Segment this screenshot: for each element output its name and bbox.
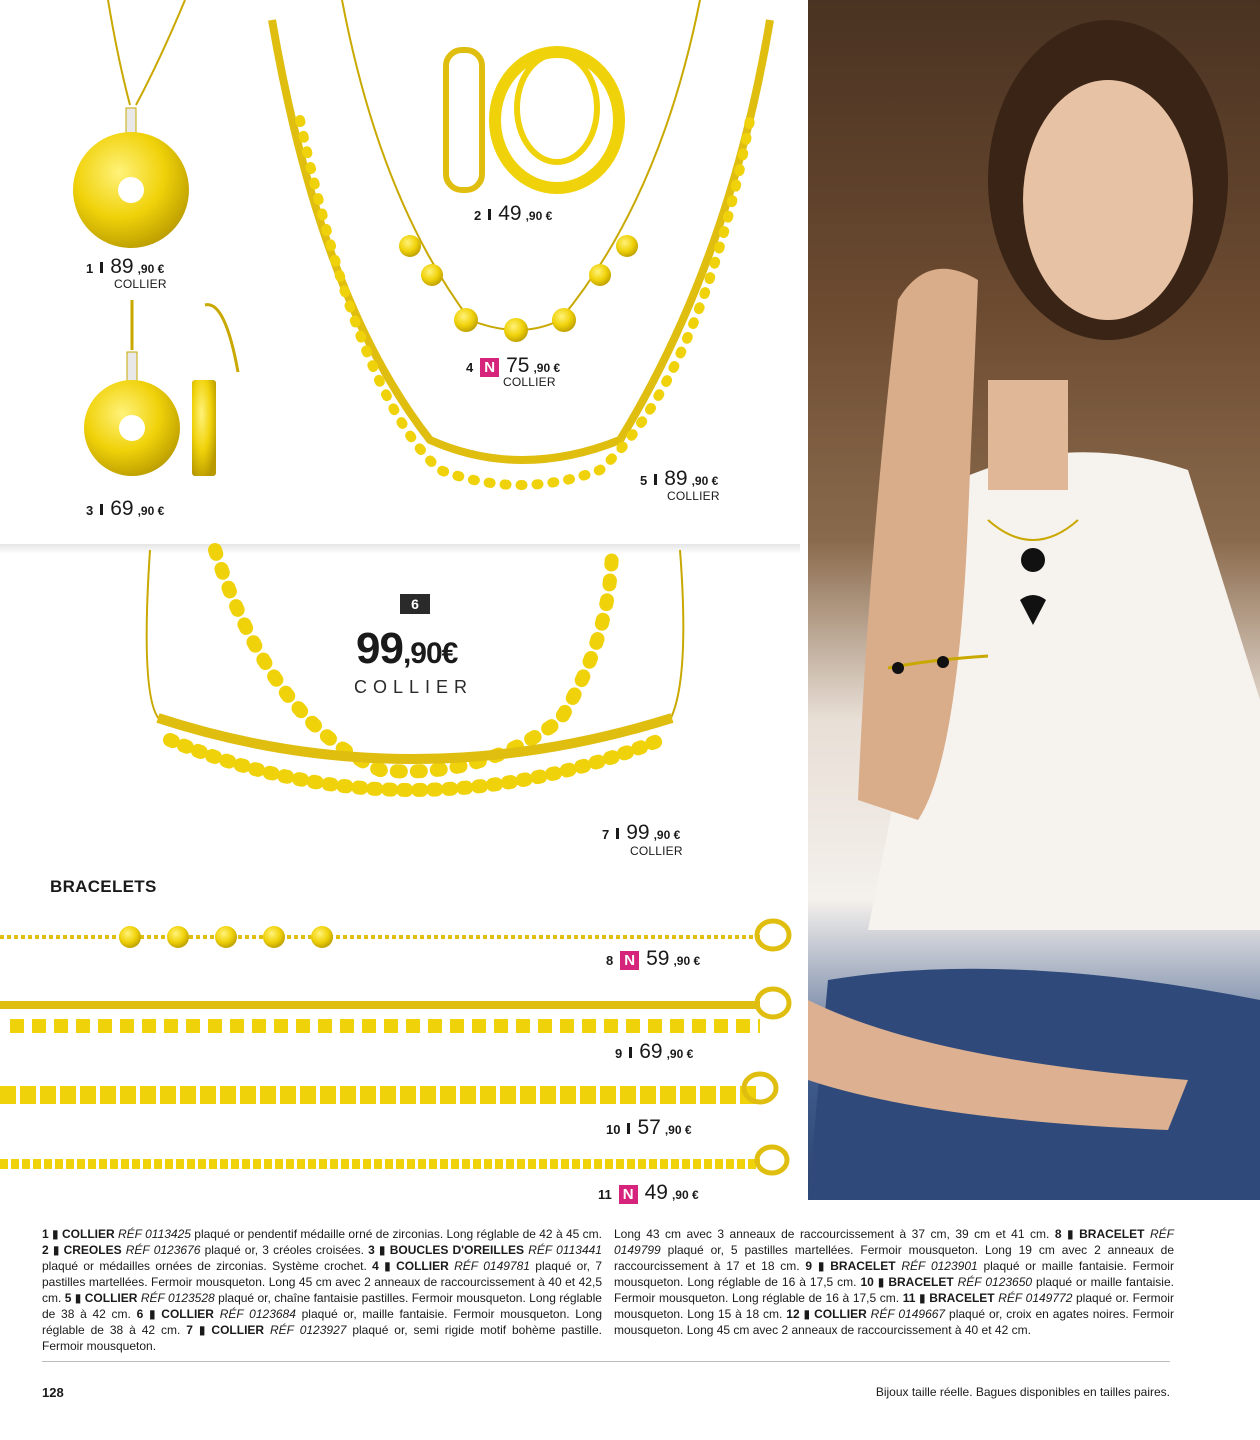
product-number: 5 (640, 473, 648, 488)
price-tag-2 (474, 202, 552, 226)
desc-type: BRACELET (888, 1275, 954, 1289)
product-number: 11 (598, 1187, 612, 1202)
featured-price-6 (356, 624, 457, 674)
product-number: 3 (86, 503, 94, 518)
price-value: 89 (664, 467, 688, 490)
product-label-4: COLLIER (503, 375, 556, 389)
price-tag-11 (598, 1181, 699, 1205)
desc-type: BRACELET (929, 1291, 995, 1305)
product-descriptions-left: 1 ▮ COLLIER RÉF 0113425 plaqué or pendentif médaille orné de zirconias. Long réglable de 42 à 45 cm. 2 ▮ CREOLES RÉF 0123676 plaqué or, 3 créoles croisées. 3 ▮ BOUCLES D'OREILLES RÉF 0113441 plaqué or médailles ornées de zirconias. Système crochet. 4 ▮ COLLIER RÉF 0149781 plaqué or, 7 pastilles martellées. Fermoir mousqueton. Long 45 cm avec 2 anneaux de raccourcissement à 40 et 42,5 cm. 5 ▮ COLLIER RÉF 0123528 plaqué or, chaîne fantaisie pastilles. Fermoir mousqueton. Long réglable de 38 à 42 cm. 6 ▮ COLLIER RÉF 0123684 plaqué or, maille fantaisie. Fermoir mousqueton. Long réglable de 38 à 42 cm. 7 ▮ COLLIER RÉF 0123927 plaqué or, semi rigide motif bohème pastille. Fermoir mousqueton. (42, 1227, 603, 1353)
desc-text: Long 43 cm avec 3 anneaux de raccourcissement à 37 cm, 39 cm et 41 cm. (614, 1227, 1050, 1241)
desc-text: plaqué or, chaîne fantaisie pastilles. Fermoir mousqueton. Long réglable de 38 à 42 cm. (42, 1291, 602, 1321)
desc-number: 4 (372, 1259, 379, 1273)
desc-text: plaqué or. Fermoir mousqueton. Long 15 à 18 cm. (614, 1291, 1174, 1321)
desc-number: 11 (902, 1291, 916, 1305)
desc-number: 9 (805, 1259, 813, 1273)
desc-type: BRACELET (830, 1259, 896, 1273)
bracelet-11 (0, 1147, 787, 1173)
price-tag-5 (640, 467, 718, 491)
bracelet-9 (0, 989, 789, 1026)
desc-text: plaqué or, 5 pastilles martellées. Fermoir mousqueton. Long 19 cm avec 2 anneaux de raccourcissement à 17 et 18 cm. (614, 1243, 1174, 1273)
hoop-earrings-2 (446, 50, 619, 190)
price-value: 99 (356, 624, 403, 673)
desc-ref: RÉF 0123927 (270, 1323, 347, 1337)
price-tag-7 (602, 821, 680, 845)
product-number: 1 (86, 261, 94, 276)
desc-text: plaqué or, 7 pastilles martellées. Fermoir mousqueton. Long 45 cm avec 2 anneaux de raccourcissement à 40 et 42,5 cm. (42, 1259, 603, 1305)
footer-divider (42, 1361, 1170, 1362)
price-value: 59 (646, 947, 670, 970)
desc-type: COLLIER (161, 1307, 214, 1321)
desc-number: 8 (1054, 1227, 1062, 1241)
separator (488, 209, 491, 220)
section-title-bracelets: BRACELETS (50, 877, 157, 896)
product-descriptions-right: Long 43 cm avec 3 anneaux de raccourcissement à 37 cm, 39 cm et 41 cm. 8 ▮ BRACELET RÉF 0149799 plaqué or, 5 pastilles martellées. Fermoir mousqueton. Long 19 cm avec 2 anneaux de raccourcissement à 17 et 18 cm. 9 ▮ BRACELET RÉF 0123901 plaqué or maille fantaisie. Fermoir mousqueton. Long réglable de 16 à 17,5 cm. 10 ▮ BRACELET RÉF 0123650 plaqué or maille fantaisie. Fermoir mousqueton. Long réglable de 16 à 17,5 cm. 11 ▮ BRACELET RÉF 0149772 plaqué or. Fermoir mousqueton. Long 15 à 18 cm. 12 ▮ COLLIER RÉF 0149667 plaqué or, croix en agates noires. Fermoir mousqueton. Long 45 cm avec 2 anneaux de raccourcissement à 40 et 42 cm. (614, 1227, 1174, 1337)
separator (100, 262, 103, 273)
product-number: 7 (602, 827, 610, 842)
price-cents: ,90€ (402, 637, 458, 670)
desc-number: 7 (186, 1323, 193, 1337)
price-cents: ,90 € (664, 1123, 692, 1137)
price-cents: ,90 € (653, 828, 681, 842)
price-tag-9 (615, 1040, 693, 1064)
price-cents: ,90 € (691, 474, 719, 488)
desc-type: BOUCLES D'OREILLES (389, 1243, 525, 1257)
price-tag-8 (606, 947, 700, 971)
separator (100, 504, 103, 515)
desc-text: plaqué or médailles ornées de zirconias. Système crochet. (42, 1259, 367, 1273)
desc-number: 10 (860, 1275, 874, 1289)
desc-ref: RÉF 0123901 (901, 1259, 978, 1273)
separator (627, 1123, 630, 1134)
earrings-3 (84, 300, 238, 476)
desc-ref: RÉF 0123676 (125, 1243, 201, 1257)
pendant-necklace-1 (73, 0, 189, 248)
price-tag-3 (86, 497, 164, 521)
desc-type: COLLIER (84, 1291, 138, 1305)
desc-ref: RÉF 0123650 (957, 1275, 1033, 1289)
product-label-5: COLLIER (667, 489, 720, 503)
desc-type: COLLIER (211, 1323, 265, 1337)
price-cents: ,90 € (673, 954, 701, 968)
footer-note: Bijoux taille réelle. Bagues disponibles en tailles paires. (875, 1385, 1170, 1399)
price-value: 99 (626, 821, 650, 844)
product-number: 4 (466, 360, 474, 375)
price-value: 69 (110, 497, 134, 520)
price-value: 89 (110, 255, 134, 278)
new-badge: N (480, 358, 499, 377)
new-badge: N (620, 951, 639, 970)
desc-type: BRACELET (1079, 1227, 1145, 1241)
desc-text: plaqué or, croix en agates noires. Fermoir mousqueton. Long 45 cm avec 2 anneaux de raccourcissement à 40 et 42 cm. (614, 1307, 1174, 1337)
price-value: 75 (506, 354, 530, 377)
desc-text: plaqué or, semi rigide motif bohème pastille. Fermoir mousqueton. (42, 1323, 602, 1353)
desc-number: 2 (42, 1243, 49, 1257)
desc-number: 1 (42, 1227, 49, 1241)
price-value: 69 (639, 1040, 663, 1063)
price-cents: ,90 € (525, 209, 553, 223)
product-label-7: COLLIER (630, 844, 683, 858)
desc-ref: RÉF 0113425 (118, 1227, 191, 1241)
desc-number: 12 (786, 1307, 800, 1321)
product-number: 10 (606, 1122, 621, 1137)
bohemian-collar-7 (158, 718, 672, 790)
price-cents: ,90 € (137, 262, 165, 276)
desc-ref: RÉF 0149781 (454, 1259, 530, 1273)
price-tag-10 (606, 1116, 692, 1140)
desc-type: CREOLES (63, 1243, 122, 1257)
price-cents: ,90 € (671, 1188, 699, 1202)
price-value: 57 (637, 1116, 661, 1139)
product-number: 8 (606, 953, 614, 968)
desc-ref: RÉF 0113441 (528, 1243, 602, 1257)
desc-text: plaqué or, maille fantaisie. Fermoir mousqueton. Long réglable de 38 à 42 cm. (42, 1307, 603, 1337)
desc-number: 5 (64, 1291, 72, 1305)
desc-number: 3 (368, 1243, 375, 1257)
desc-ref: RÉF 0123684 (219, 1307, 296, 1321)
product-label-6: COLLIER (354, 677, 474, 697)
product-number: 9 (615, 1046, 623, 1061)
product-number: 2 (474, 208, 482, 223)
separator (629, 1047, 632, 1058)
bracelet-10 (0, 1074, 776, 1102)
price-value: 49 (498, 202, 522, 225)
desc-type: COLLIER (61, 1227, 115, 1241)
page-number: 128 (42, 1385, 64, 1400)
price-tag-1 (86, 255, 164, 279)
separator (654, 474, 657, 485)
desc-type: COLLIER (396, 1259, 449, 1273)
model-illustration (808, 0, 1260, 1200)
desc-text: plaqué or pendentif médaille orné de zirconias. Long réglable de 42 à 45 cm. (194, 1227, 602, 1241)
price-cents: ,90 € (533, 361, 561, 375)
desc-number: 6 (136, 1307, 144, 1321)
desc-ref: RÉF 0149799 (614, 1227, 1174, 1257)
product-label-1: COLLIER (114, 277, 167, 291)
bracelet-8 (0, 921, 789, 949)
separator (616, 828, 619, 839)
product-number-badge-6: 6 (400, 594, 430, 614)
desc-ref: RÉF 0149667 (870, 1307, 946, 1321)
new-badge: N (619, 1185, 638, 1204)
desc-text: plaqué or maille fantaisie. Fermoir mousqueton. Long réglable de 16 à 17,5 cm. (614, 1259, 1174, 1289)
desc-type: COLLIER (814, 1307, 867, 1321)
desc-ref: RÉF 0123528 (140, 1291, 215, 1305)
price-cents: ,90 € (137, 504, 165, 518)
price-value: 49 (644, 1181, 668, 1204)
model-photo (808, 0, 1260, 1200)
desc-text: plaqué or, 3 créoles croisées. (204, 1243, 364, 1257)
price-cents: ,90 € (666, 1047, 694, 1061)
desc-text: plaqué or maille fantaisie. Fermoir mousqueton. Long réglable de 16 à 17,5 cm. (614, 1275, 1174, 1305)
desc-ref: RÉF 0149772 (998, 1291, 1073, 1305)
